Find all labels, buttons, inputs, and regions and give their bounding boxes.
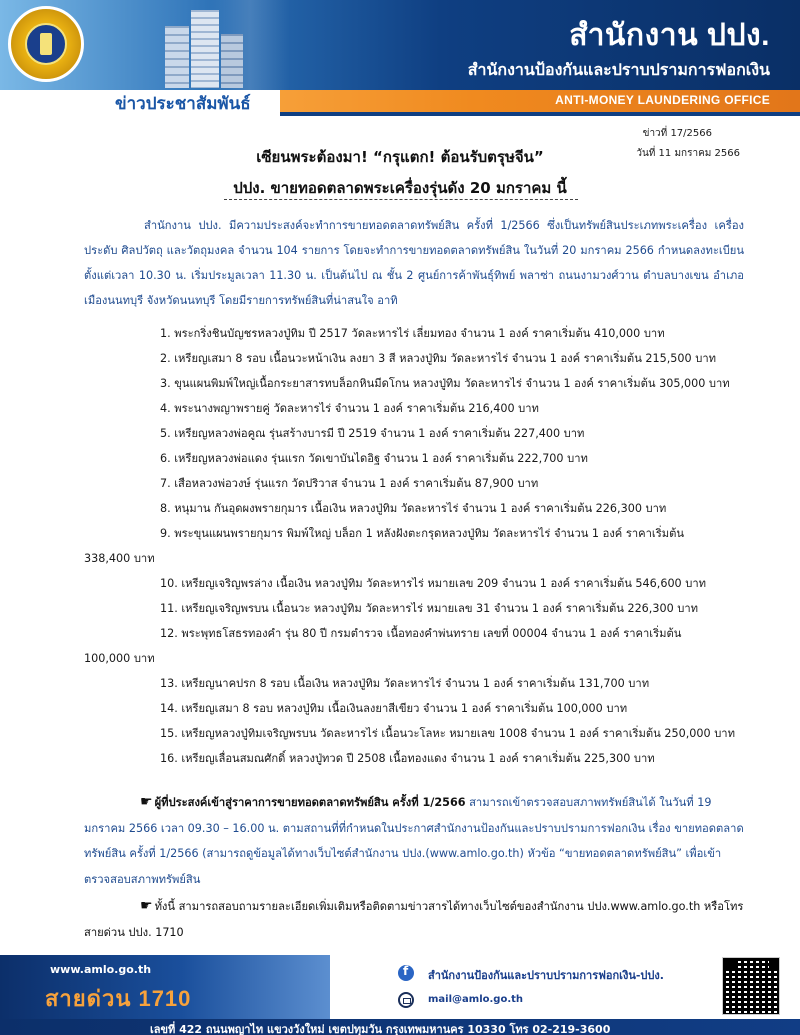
- item-text: 2. เหรียญเสมา 8 รอบ เนื้อนวะหน้าเงิน ลงยา 3 สี หลวงปู่ทิม วัดละหารไร่ จำนวน 1 องค์ ราคาเริ่มต้น 215,500 บาท: [160, 352, 716, 365]
- list-item: [84, 746, 744, 771]
- header: [0, 0, 800, 115]
- item-text: 16. เหรียญเลื่อนสมณศักดิ์ หลวงปู่ทวด ปี 2508 เนื้อทองแดง จำนวน 1 องค์ ราคาเริ่มต้น 225,300 บาท: [160, 752, 655, 765]
- news-label-tab: [105, 90, 280, 115]
- office-name: สำนักงาน ปปง.: [569, 19, 770, 52]
- office-full-name: สำนักงานป้องกันและปราบปรามการฟอกเงิน: [467, 60, 770, 79]
- intro-paragraph: สำนักงาน ปปง. มีความประสงค์จะทำการขายทอดตลาดทรัพย์สิน ครั้งที่ 1/2566 ซึ่งเป็นทรัพย์สินประเภทพระเครื่อง เครื่องประดับ ศิลปวัตถุ และวัตถุมงคล จำนวน 104 รายการ โดยจะทำการขายทอดตลาดทรัพย์สิน ในวันที่ 20 มกราคม 2566 กำหนดลงทะเบียนตั้งแต่เวลา 10.30 น. เริ่มประมูลเวลา 11.30 น. เป็นต้นไป ณ ชั้น 2 ศูนย์การค้าพันธุ์ทิพย์ พลาซ่า ถนนงามวงศ์วาน ตำบลบางเขน อำเภอเมืองนนทบุรี จังหวัดนนทบุรี โดยมีรายการทรัพย์สินที่น่าสนใจ อาทิ: [84, 219, 744, 307]
- asset-list: [84, 321, 744, 771]
- inspection-notice-bold: ผู้ที่ประสงค์เข้าสู่ราคาการขายทอดตลาดทรัพย์สิน ครั้งที่ 1/2566: [154, 796, 466, 809]
- footer-address-bar: [0, 1019, 800, 1035]
- email-address[interactable]: mail@amlo.go.th: [428, 994, 524, 1005]
- list-item: [84, 446, 744, 471]
- building-graphic: [165, 8, 245, 88]
- footer-hotline: สายด่วน 1710: [45, 986, 192, 1011]
- headline-2: ปปง. ขายทอดตลาดพระเครื่องรุ่นดัง 20 มกราคม นี้: [233, 179, 567, 197]
- item-continuation: 338,400 บาท: [84, 552, 155, 565]
- footer-contact-panel: [330, 955, 800, 1019]
- news-label: ข่าวประชาสัมพันธ์: [115, 94, 251, 113]
- pointing-hand-icon: ☛: [140, 898, 153, 914]
- header-divider: [280, 112, 800, 116]
- item-text: 13. เหรียญนาคปรก 8 รอบ เนื้อเงิน หลวงปู่ทิม วัดละหารไร่ จำนวน 1 องค์ ราคาเริ่มต้น 131,700 บาท: [160, 677, 650, 690]
- news-date: วันที่ 11 มกราคม 2566: [636, 148, 740, 159]
- amlo-seal-logo: [8, 6, 84, 82]
- inspection-notice-text: สามารถเข้าตรวจสอบสภาพทรัพย์สินได้ ในวันที่ 19 มกราคม 2566 เวลา 09.30 – 16.00 น. ตามสถานที่ที่กำหนดในประกาศสำนักงานป้องกันและปราบปรามการฟอกเงิน เรื่อง ขายทอดตลาดทรัพย์สิน ครั้งที่ 1/2566 (สามารถดูข้อมูลได้ทางเว็บไซต์สำนักงาน ปปง.(www.amlo.go.th) หัวข้อ “ขายทอดตลาดทรัพย์สิน” เพื่อเข้าตรวจสอบสภาพทรัพย์สิน: [84, 796, 744, 886]
- list-item: [84, 371, 744, 396]
- contact-notice-text: ทั้งนี้ สามารถสอบถามรายละเอียดเพิ่มเติมหรือติดตามข่าวสารได้ทางเว็บไซต์ของสำนักงาน ปปง.www.amlo.go.th หรือโทรสายด่วน ปปง. 1710: [84, 900, 744, 939]
- footer-website[interactable]: www.amlo.go.th: [50, 963, 152, 976]
- list-item: [84, 596, 744, 621]
- list-item: [84, 571, 744, 596]
- footer-brand-panel: [0, 955, 330, 1019]
- list-item: [84, 396, 744, 421]
- email-icon: [398, 992, 414, 1008]
- item-text: 4. พระนางพญาพรายคู่ วัดละหารไร่ จำนวน 1 องค์ ราคาเริ่มต้น 216,400 บาท: [160, 402, 539, 415]
- dashed-divider: [224, 199, 578, 200]
- pointing-hand-icon: ☛: [140, 794, 153, 810]
- list-item: [84, 521, 744, 571]
- list-item: [84, 421, 744, 446]
- facebook-icon: [398, 965, 414, 981]
- news-number: ข่าวที่ 17/2566: [642, 128, 712, 139]
- footer-address: เลขที่ 422 ถนนพญาไท แขวงวังใหม่ เขตปทุมวัน กรุงเทพมหานคร 10330 โทร 02-219-3600: [150, 1023, 611, 1035]
- list-item: [84, 721, 744, 746]
- item-text: 14. เหรียญเสมา 8 รอบ หลวงปู่ทิม เนื้อเงินลงยาสีเขียว จำนวน 1 องค์ ราคาเริ่มต้น 100,000 บาท: [160, 702, 628, 715]
- list-item: [84, 671, 744, 696]
- item-text: 11. เหรียญเจริญพรบน เนื้อนวะ หลวงปู่ทิม วัดละหารไร่ หมายเลข 31 จำนวน 1 องค์ ราคาเริ่มต้น 226,300 บาท: [160, 602, 699, 615]
- english-name-bar: [255, 90, 800, 112]
- list-item: [84, 496, 744, 521]
- facebook-page[interactable]: สำนักงานป้องกันและปราบปรามการฟอกเงิน-ปปง.: [428, 969, 664, 982]
- item-text: 9. พระขุนแผนพรายกุมาร พิมพ์ใหญ่ บล็อก 1 หลังฝังตะกรุดหลวงปู่ทิม วัดละหารไร่ จำนวน 1 องค์ ราคาเริ่มต้น: [160, 527, 685, 540]
- qr-code: [722, 957, 780, 1015]
- list-item: [84, 346, 744, 371]
- list-item: [84, 471, 744, 496]
- item-text: 8. หนุมาน กันอุดผงพรายกุมาร เนื้อเงิน หลวงปู่ทิม วัดละหารไร่ จำนวน 1 องค์ ราคาเริ่มต้น 226,300 บาท: [160, 502, 667, 515]
- headline-1: เซียนพระต้องมา! “กรุแตก! ต้อนรับตรุษจีน”: [256, 148, 544, 166]
- item-text: 1. พระกริ่งชินบัญชรหลวงปู่ทิม ปี 2517 วัดละหารไร่ เลี่ยมทอง จำนวน 1 องค์ ราคาเริ่มต้น 410,000 บาท: [160, 327, 665, 340]
- list-item: [84, 696, 744, 721]
- item-text: 3. ขุนแผนพิมพ์ใหญ่เนื้อกระยาสารทบล็อกหินมีดโกน หลวงปู่ทิม วัดละหารไร่ จำนวน 1 องค์ ราคาเริ่มต้น 305,000 บาท: [160, 377, 730, 390]
- item-text: 15. เหรียญหลวงปู่ทิมเจริญพรบน วัดละหารไร่ เนื้อนวะโลหะ หมายเลข 1008 จำนวน 1 องค์ ราคาเริ่มต้น 250,000 บาท: [160, 727, 735, 740]
- contact-notice: [84, 894, 744, 945]
- item-text: 6. เหรียญหลวงพ่อแดง รุ่นแรก วัดเขาบันไดอิฐ จำนวน 1 องค์ ราคาเริ่มต้น 222,700 บาท: [160, 452, 588, 465]
- inspection-notice: [84, 790, 744, 892]
- item-text: 7. เสือหลวงพ่อวงษ์ รุ่นแรก วัดปริวาส จำนวน 1 องค์ ราคาเริ่มต้น 87,900 บาท: [160, 477, 539, 490]
- item-text: 5. เหรียญหลวงพ่อคูณ รุ่นสร้างบารมี ปี 2519 จำนวน 1 องค์ ราคาเริ่มต้น 227,400 บาท: [160, 427, 585, 440]
- item-continuation: 100,000 บาท: [84, 652, 155, 665]
- item-text: 10. เหรียญเจริญพรล่าง เนื้อเงิน หลวงปู่ทิม วัดละหารไร่ หมายเลข 209 จำนวน 1 องค์ ราคาเริ่มต้น 546,600 บาท: [160, 577, 706, 590]
- list-item: [84, 321, 744, 346]
- list-item: [84, 621, 744, 671]
- footer: [0, 955, 800, 1035]
- item-text: 12. พระพุทธโสธรทองคำ รุ่น 80 ปี กรมตำรวจ เนื้อทองคำพ่นทราย เลขที่ 00004 จำนวน 1 องค์ ราคาเริ่มต้น: [160, 627, 682, 640]
- english-name: ANTI-MONEY LAUNDERING OFFICE: [555, 93, 770, 107]
